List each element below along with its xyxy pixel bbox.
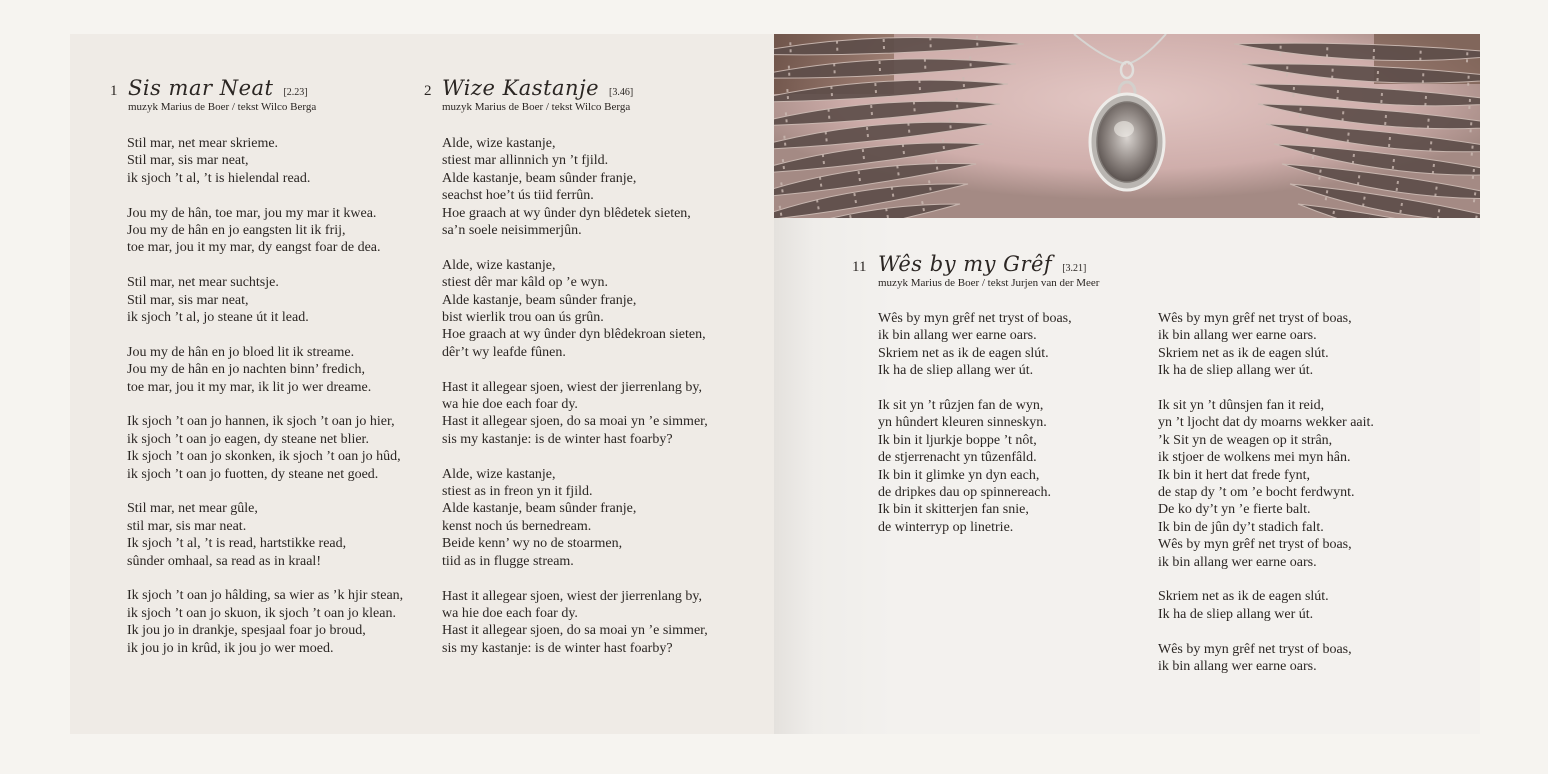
stanza [127,587,403,657]
lyric-line: stiest dêr mar kâld op ’e wyn. [442,275,609,291]
stanza [1158,588,1374,623]
track-number: 11 [852,259,867,275]
lyric-line: de dripkes dau op spinnereach. [878,485,1051,501]
lyrics-song-11-col-1 [878,310,1072,554]
song-title: Sis mar Neat [128,76,274,100]
stanza [442,379,708,449]
lyric-line: seachst hoe’t ús tiid ferrûn. [442,188,594,204]
stanza [878,397,1072,536]
lyric-line: Skriem net as ik de eagen slút. [1158,589,1329,605]
lyric-line: stil mar, sis mar neat. [127,518,247,534]
lyric-line: Skriem net as ik de eagen slút. [1158,345,1329,361]
lyric-line: wa hie doe each foar dy. [442,605,578,621]
lyric-line: Ik bin it ljurkje boppe ’t nôt, [878,432,1037,448]
song-duration: [2.23] [283,87,308,98]
lyric-line: Ik sjoch ’t al, ’t is read, hartstikke read, [127,536,347,552]
stanza [127,274,403,326]
song-title: Wize Kastanje [442,76,600,100]
track-number: 2 [424,83,432,99]
lyric-line: sa’n soele neisimmerjûn. [442,223,582,239]
lyric-line: kenst noch ús bernedream. [442,518,592,534]
lyric-line: ik bin allang wer earne oars. [878,328,1037,344]
lyric-line: Stil mar, net mear gûle, [127,501,258,517]
song-title: Wês by my Grêf [878,252,1053,276]
lyric-line: stiest mar allinnich yn ’t fjild. [442,153,609,169]
lyric-line: ik sjoch ’t al, jo steane út it lead. [127,310,309,326]
lyric-line: Jou my de hân, toe mar, jou my mar it kwea. [127,205,377,221]
lyric-line: Ik sjoch ’t oan jo hâlding, sa wier as ’k hjir stean, [127,588,404,604]
lyric-line: Wês by myn grêf net tryst of boas, [1158,537,1352,553]
lyric-line: Jou my de hân en jo bloed lit ik streame. [127,344,355,360]
lyric-line: ik sjoch ’t oan jo skuon, ik sjoch ’t oan jo klean. [127,605,396,621]
lyric-line: ik sjoch ’t al, ’t is hielendal read. [127,170,311,186]
lyric-line: Hast it allegear sjoen, wiest der jierrenlang by, [442,379,702,395]
lyric-line: Hast it allegear sjoen, wiest der jierrenlang by, [442,588,702,604]
lyric-line: Ik ha de sliep allang wer út. [1158,606,1314,622]
lyric-line: sûnder omhaal, sa read as in kraal! [127,553,321,569]
stanza [127,135,403,187]
song-duration: [3.46] [609,87,634,98]
lyric-line: toe mar, jou it my mar, ik lit jo wer dreame. [127,379,372,395]
lyric-line: Ik sit yn ’t dûnsjen fan it reid, [1158,398,1325,414]
lyric-line: yn ’t ljocht dat dy moarns wekker aait. [1158,415,1374,431]
lyric-line: ik sjoch ’t oan jo fuotten, dy steane net goed. [127,466,379,482]
lyric-line: Ik jou jo in drankje, spesjaal foar jo broud, [127,623,366,639]
song-credits: muzyk Marius de Boer / tekst Wilco Berga [442,101,631,113]
lyric-line: de winterryp op linetrie. [878,519,1014,535]
left-page [70,34,774,734]
lyric-line: ik sjoch ’t oan jo eagen, dy steane net blier. [127,431,369,447]
lyric-line: Ik sit yn ’t rûzjen fan de wyn, [878,398,1044,414]
song-2 [424,76,633,113]
stanza [442,466,708,570]
song-header [852,252,1099,276]
lyric-line: ik bin allang wer earne oars. [1158,659,1317,675]
lyric-line: Hast it allegear sjoen, do sa moai yn ’e simmer, [442,623,708,639]
lyric-line: Skriem net as ik de eagen slút. [878,345,1049,361]
lyric-line: sis my kastanje: is de winter hast foarby? [442,431,673,447]
lyric-line: tiid as in flugge stream. [442,553,574,569]
stanza [1158,310,1374,380]
song-11 [852,252,1099,289]
lyric-line: Hast it allegear sjoen, do sa moai yn ’e simmer, [442,414,708,430]
lyric-line: wa hie doe each foar dy. [442,397,578,413]
lyric-line: ’k Sit yn de weagen op it strân, [1158,432,1333,448]
lyric-line: Ik bin it skitterjen fan snie, [878,502,1029,518]
lyric-line: ik jou jo in krûd, ik jou jo wer moed. [127,640,334,656]
photo-illustration [774,34,1480,218]
stanza [442,588,708,658]
lyric-line: de stap dy ’t om ’e bocht ferdwynt. [1158,485,1355,501]
lyric-line: Stil mar, net mear skrieme. [127,136,279,151]
feathers-pendant-photo [774,34,1480,218]
lyric-line: de stjerrenacht yn tûzenfâld. [878,450,1037,466]
lyric-line: ik bin allang wer earne oars. [1158,328,1317,344]
song-credits: muzyk Marius de Boer / tekst Jurjen van der Meer [878,277,1100,289]
lyric-line: ik bin allang wer earne oars. [1158,554,1317,570]
stanza [442,257,708,361]
lyric-line: Alde, wize kastanje, [442,466,556,482]
stanza [442,135,708,239]
stanza [1158,397,1374,571]
lyric-line: sis my kastanje: is de winter hast foarby? [442,640,673,656]
right-page [774,34,1480,734]
lyric-line: Wês by myn grêf net tryst of boas, [878,311,1072,326]
lyric-line: bist wierlik trou oan ús grûn. [442,310,604,326]
lyric-line: Alde, wize kastanje, [442,257,556,273]
lyrics-song-2 [442,135,708,675]
lyric-line: Stil mar, sis mar neat, [127,292,249,308]
lyrics-song-11-col-2 [1158,310,1374,693]
stanza [127,205,403,257]
lyric-line: Alde, wize kastanje, [442,136,556,151]
stanza [127,344,403,396]
lyric-line: Alde kastanje, beam sûnder franje, [442,292,637,308]
lyric-line: Ik ha de sliep allang wer út. [878,363,1034,379]
song-1 [110,76,316,113]
lyric-line: Hoe graach at wy ûnder dyn blêdetek sieten, [442,205,691,221]
lyric-line: Wês by myn grêf net tryst of boas, [1158,641,1352,657]
song-duration: [3.21] [1062,263,1087,274]
lyric-line: Stil mar, net mear suchtsje. [127,275,279,291]
lyric-line: Ik bin it glimke yn dyn each, [878,467,1040,483]
lyrics-song-1 [127,135,403,674]
lyric-line: stiest as in freon yn it fjild. [442,484,593,500]
lyric-line: Beide kenn’ wy no de stoarmen, [442,536,623,552]
lyric-line: Alde kastanje, beam sûnder franje, [442,501,637,517]
lyric-line: Ik bin it hert dat frede fynt, [1158,467,1311,483]
stanza [127,500,403,570]
lyric-line: Ik ha de sliep allang wer út. [1158,363,1314,379]
song-header [424,76,633,100]
stanza [127,413,403,483]
lyric-line: ik stjoer de wolkens mei myn hân. [1158,450,1351,466]
lyric-line: Hoe graach at wy ûnder dyn blêdekroan sieten, [442,327,706,343]
lyric-line: Alde kastanje, beam sûnder franje, [442,170,637,186]
lyric-line: yn hûndert kleuren sinneskyn. [878,415,1047,431]
stanza [878,310,1072,380]
lyric-line: Jou my de hân en jo nachten binn’ fredich, [127,362,366,378]
lyric-line: dêr’t wy leafde fûnen. [442,344,566,360]
lyric-line: Wês by myn grêf net tryst of boas, [1158,311,1352,326]
lyric-line: Stil mar, sis mar neat, [127,153,249,169]
lyric-line: toe mar, jou it my mar, dy eangst foar de dea. [127,240,381,256]
lyric-line: Ik sjoch ’t oan jo hannen, ik sjoch ’t oan jo hier, [127,414,395,430]
lyric-line: Jou my de hân en jo eangsten lit ik frij, [127,223,346,239]
song-header [110,76,316,100]
lyric-line: Ik bin de jûn dy’t stadich falt. [1158,519,1324,535]
lyric-line: De ko dy’t yn ’e fierte balt. [1158,502,1311,518]
stanza [1158,641,1374,676]
song-credits: muzyk Marius de Boer / tekst Wilco Berga [128,101,317,113]
track-number: 1 [110,83,118,99]
lyric-line: Ik sjoch ’t oan jo skonken, ik sjoch ’t oan jo hûd, [127,449,401,465]
